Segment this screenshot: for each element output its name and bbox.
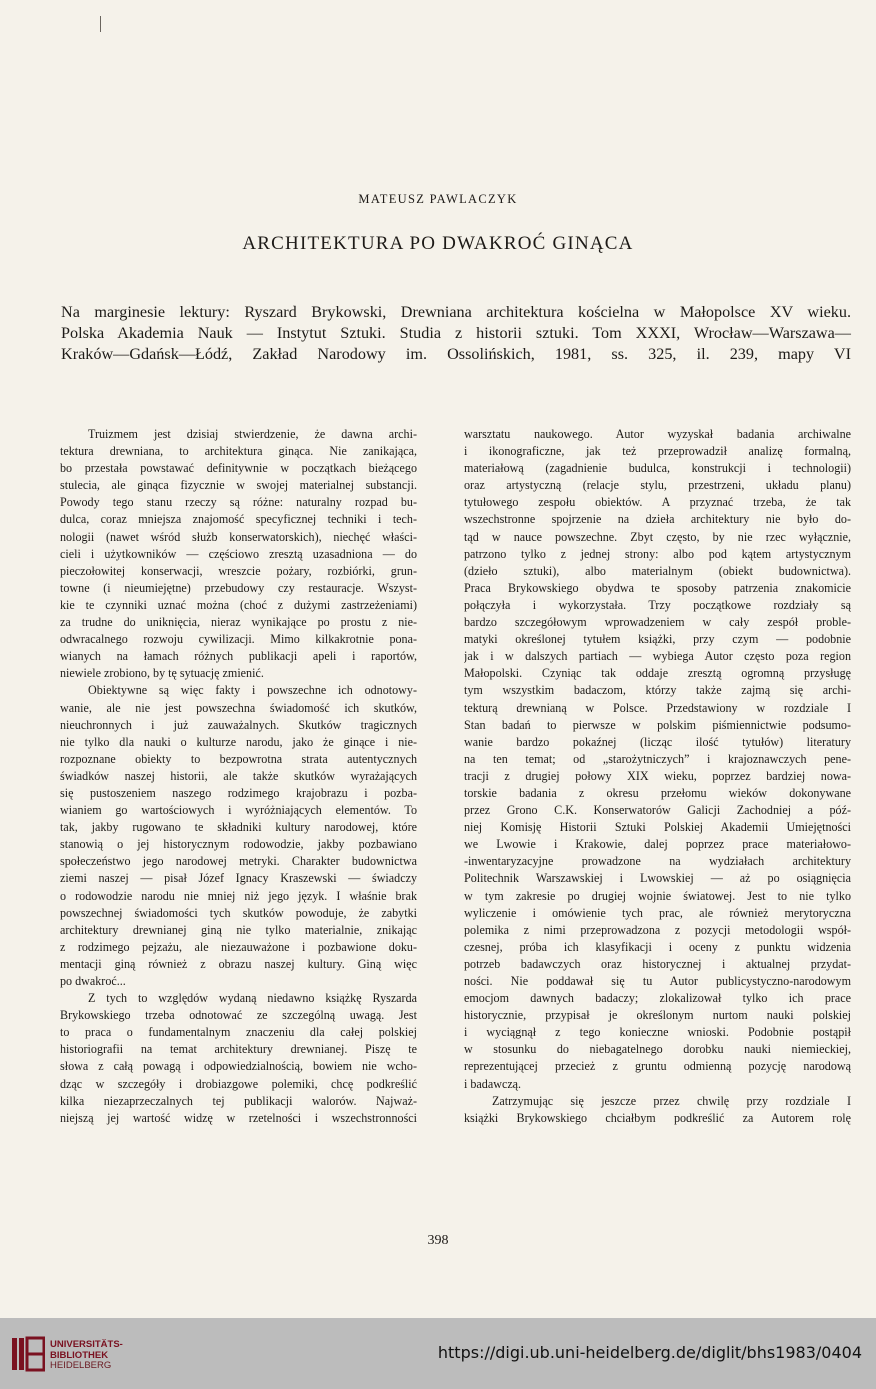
text-line: wanie, ale nie jest powszechna świadomość ich skutków, <box>60 700 417 715</box>
text-line: patrzono tylko z jednej strony: albo pod kątem artystycznym <box>464 546 851 561</box>
text-line: tektura drewniana, to architektura ginąca. Nie zanikająca, <box>60 444 417 459</box>
text-line: na ten temat; od „starożytniczych” i krajoznawczych pene- <box>464 751 851 766</box>
library-name-line: UNIVERSITÄTS- <box>50 1339 123 1350</box>
left-text-column <box>60 426 417 1127</box>
text-line: matyki określonej tytułem książki, przy czym — podobnie <box>464 632 851 647</box>
text-line: Stan badań to pierwsze w polskim piśmiennictwie podsumo- <box>464 717 851 732</box>
text-line: połączyła i wykorzystała. Trzy początkowe rozdziały są <box>464 597 851 612</box>
text-line: wianych na łamach różnych publikacji apeli i raportów, <box>60 649 417 664</box>
text-line: wyliczenie i omówienie tych prac, ale również merytoryczna <box>464 905 851 920</box>
text-line: Praca Brykowskiego obydwa te sposoby patrzenia znakomicie <box>464 580 851 595</box>
text-line: po dwakroć... <box>60 974 126 988</box>
text-line: Obiektywne są więc fakty i powszechne ich odnotowy- <box>88 683 417 698</box>
text-line: niejszą jej wartość widzę w rzetelności i wszechstronności <box>60 1110 417 1125</box>
text-line: odwracalnego rozwoju cywilizacji. Mimo kilkakrotnie pona- <box>60 632 417 647</box>
text-line: historiografii na temat architektury drewnianej. Piszę te <box>60 1042 417 1057</box>
text-line: potrzeb badawczych oraz historycznej i aktualnej przydat- <box>464 956 851 971</box>
text-line: bo przestała powstawać definitywnie w początkach bieżącego <box>60 461 417 476</box>
text-line: nieuchronnych i już zauważalnych. Skutków tragicznych <box>60 717 417 732</box>
text-line: tekturą drewnianą w Polsce. Przedstawiony w rozdziale I <box>464 700 851 715</box>
text-line: słowa z całą powagą i odpowiedzialnością, bowiem nie wcho- <box>60 1059 417 1074</box>
text-line: i ikonograficzne, jak też przeprowadził analizę formalną, <box>464 444 851 459</box>
text-line: jak i w dalszych partiach — wybiega Autor często poza region <box>464 649 851 664</box>
text-line: Politechnik Warszawskiej i Lwowskiej — aż po osiągnięcia <box>464 871 851 886</box>
university-library-logo-icon <box>11 1334 45 1374</box>
text-line: z rodzimego pejzażu, ale niezauważone i pozbawione doku- <box>60 939 417 954</box>
text-line: polemika z nimi przeprowadzona z pozycji metodologii współ- <box>464 922 851 937</box>
text-line: architektury drewnianej giną nie tylko materialnie, znikając <box>60 922 417 937</box>
text-line: historycznie, przypisał je określonym nurtom nauki polskiej <box>464 1008 851 1023</box>
library-name-line: HEIDELBERG <box>50 1360 112 1371</box>
text-line: i wyciągnął z tego konieczne wnioski. Podobnie postąpił <box>464 1025 851 1040</box>
text-line: wanie bardzo pokaźnej (licząc ilość tytułów) literatury <box>464 734 851 749</box>
article-title: ARCHITEKTURA PO DWAKROĆ GINĄCA <box>242 233 634 254</box>
document-url-link[interactable]: https://digi.ub.uni-heidelberg.de/diglit/bhs1983/0404 <box>437 1343 862 1362</box>
text-line: dulca, coraz mniejsza znajomość specyficznej techniki i tech- <box>60 512 417 527</box>
text-line: tracji z drugiej połowy XIX wieku, poprzez bardziej nowa- <box>464 768 851 783</box>
text-line: emocjom dawnych badaczy; zlokalizował tylko ich prace <box>464 991 851 1006</box>
text-line: Truizmem jest dzisiaj stwierdzenie, że dawna archi- <box>88 427 417 441</box>
text-line: Brykowskiego trzeba odnotować ze szczególną uwagą. Jest <box>60 1008 417 1023</box>
text-line: kie te czynniki uznać można (choć z dużymi zastrzeżeniami) <box>60 597 417 612</box>
text-line: reprezentującej przecież z gruntu odmienną pozycję narodową <box>464 1059 851 1074</box>
text-line: w stosunku do niebagatelnego dorobku nauki niemieckiej, <box>464 1042 851 1057</box>
text-line: wszechstronne spojrzenie na dzieła architektury nie było do- <box>464 512 851 527</box>
text-line: rozpoznane obiekty to bezpowrotna strata autentycznych <box>60 751 417 766</box>
text-line: to praca o fundamentalnym znaczeniu dla całej polskiej <box>60 1025 417 1040</box>
page-number: 398 <box>427 1233 449 1248</box>
text-line: Zatrzymując się jeszcze przez chwilę przy rozdziale I <box>492 1093 851 1108</box>
text-line: (dzieło sztuki), albo materialnym (obiekt budownictwa). <box>464 563 851 578</box>
text-line: przez Grono C.K. Konserwatorów Galicji Zachodniej a póź- <box>464 803 851 818</box>
text-line: stulecia, ale ginąca fizycznie w swojej materialnej substancji. <box>60 478 417 493</box>
text-line: torskie badania z okresu przełomu wieków dokonywane <box>464 785 851 800</box>
text-line: cieli i użytkowników — częściowo zresztą uzasadniona — do <box>60 546 417 561</box>
text-line: kilka niezaprzeczalnych tej publikacji walorów. Najważ- <box>60 1093 417 1108</box>
text-line: tym wszystkim badaczom, którzy także zajmą się archi- <box>464 683 851 698</box>
text-line: za trudne do uniknięcia, nieraz wynikające po prostu z nie- <box>60 615 417 630</box>
text-line: tąd w nauce powszechne. Zbyt często, by nie rzec wyłącznie, <box>464 529 851 544</box>
text-line: mentacji giną również z obrazu naszej kultury. Giną więc <box>60 956 417 971</box>
text-line: ziemi naszej — pisał Józef Ignacy Kraszewski — świadczy <box>60 871 417 886</box>
text-line: Powody tego stanu rzeczy są różne: naturalny rozpad bu- <box>60 495 417 510</box>
text-line: dząc w szczegóły i drobiazgowe polemiki, chcę podkreślić <box>60 1076 417 1091</box>
reference-line: Na marginesie lektury: Ryszard Brykowski, Drewniana architektura kościelna w Małopolsce XV wieku. <box>61 303 851 321</box>
text-line: pieczołowitej konserwacji, wreszcie pożary, rozbiórki, grun- <box>60 563 417 578</box>
text-line: społeczeństwo jego narodowej metryki. Charakter budownictwa <box>60 854 417 869</box>
text-line: bardzo szczegółowym wprowadzeniem w cały zespół proble- <box>464 615 851 630</box>
text-line: stanowią o jej historycznym rodowodzie, jakby pozbawiano <box>60 837 417 852</box>
text-line: niewiele zrobiono, by tę sytuację zmienić. <box>60 666 264 681</box>
text-line: materiałową (zagadnienie budulca, konstrukcji i technologii) <box>464 461 851 476</box>
text-line: towne (i nieumiejętne) przebudowy czy restauracje. Wszyst- <box>60 580 417 595</box>
reference-line: Polska Akademia Nauk — Instytut Sztuki. Studia z historii sztuki. Tom XXXI, Wrocław—Warszawa— <box>61 324 851 342</box>
text-line: ności. Nie poddawał się tu Autor publicystyczno-narodowym <box>464 974 851 988</box>
scan-mark <box>100 16 101 32</box>
text-line: się pustoszeniem naszego rodzimego krajobrazu i pozba- <box>60 785 417 800</box>
library-name-line: BIBLIOTHEK <box>50 1349 109 1361</box>
text-line: tak, jakby rugowano te składniki kultury narodowej, które <box>60 820 417 835</box>
text-line: -inwentaryzacyjne prowadzone na wydziałach architektury <box>464 854 851 869</box>
text-line: o rodowodzie narodu nie mniej niż jego język. I właśnie brak <box>60 888 417 903</box>
text-line: niej Komisję Historii Sztuki Polskiej Akademii Umiejętności <box>464 820 851 835</box>
text-line: czesnej, próba ich klasyfikacji i oceny z punktu widzenia <box>464 939 851 954</box>
text-line: powszechnej świadomości tych skutków powoduje, że zabytki <box>60 905 417 920</box>
reference-line: Kraków—Gdańsk—Łódź, Zakład Narodowy im. Ossolińskich, 1981, ss. 325, il. 239, mapy VI <box>61 345 851 363</box>
article-author: MATEUSZ PAWLACZYK <box>358 192 518 206</box>
library-name <box>50 1340 123 1372</box>
right-text-column <box>464 426 851 1127</box>
text-line: Małopolski. Czyniąc tak oddaje zresztą ogromną przysługę <box>464 666 851 681</box>
viewer-footer <box>0 1318 876 1389</box>
text-line: tytułowego zespołu obiektów. A przyznać trzeba, że tak <box>464 495 851 510</box>
text-line: we Lwowie i Krakowie, dalej poprzez prace materiałowo- <box>464 837 851 852</box>
text-line: Z tych to względów wydaną niedawno książkę Ryszarda <box>88 991 417 1006</box>
text-line: oraz artystyczną (relacje stylu, przestrzeni, układu planu) <box>464 478 851 493</box>
text-line: i badawczą. <box>464 1076 522 1091</box>
text-line: nie tylko dla nauki o kulturze narodu, jako że ginące i nie- <box>60 734 417 749</box>
text-line: warsztatu naukowego. Autor wyzyskał badania archiwalne <box>464 427 851 441</box>
text-line: wianiem go wartościowych i wyróżniających elementów. To <box>60 803 417 818</box>
text-line: książki Brykowskiego chciałbym podkreślić za Autorem rolę <box>464 1110 851 1125</box>
text-line: nologii (nawet wśród służb konserwatorskich), niechęć właści- <box>60 529 417 544</box>
reviewed-book-reference <box>61 302 851 365</box>
text-line: świadków naszej historii, ale także skutków wyrażających <box>60 768 417 783</box>
text-line: w tym zakresie po drugiej wojnie światowej. Jest to nie tylko <box>464 888 851 903</box>
